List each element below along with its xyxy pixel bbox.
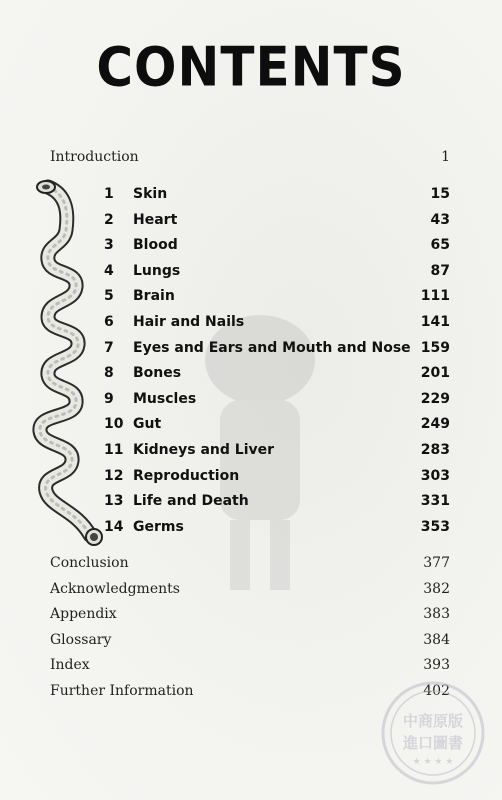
toc-front-item-label: Introduction [50, 149, 139, 165]
toc-back-item [50, 654, 450, 676]
toc-back-item-label: Index [50, 657, 90, 673]
toc-chapter-item [104, 516, 450, 538]
toc-chapter-item [104, 388, 450, 410]
toc-back-item [50, 578, 450, 600]
toc-chapter-item-num: 10 [104, 416, 124, 433]
toc-chapter-item-label: Lungs [133, 262, 181, 279]
toc-chapter-item-label: Heart [133, 211, 178, 228]
toc-back-item [50, 603, 450, 625]
toc-chapter-item [104, 285, 450, 307]
toc-chapter-item-num: 4 [104, 262, 114, 279]
toc-chapter-item-num: 12 [104, 467, 124, 484]
toc-chapter-item-page: 283 [420, 442, 450, 458]
toc-chapter-item-label: Muscles [133, 390, 197, 407]
toc-chapter-item-num: 13 [104, 493, 124, 510]
toc-chapter-item [104, 183, 450, 205]
toc-chapter-item-num: 7 [104, 339, 114, 356]
svg-text:進口圖書: 進口圖書 [402, 734, 464, 752]
seller-stamp [378, 678, 488, 788]
toc-chapter-item-page: 249 [420, 416, 450, 433]
toc-chapter-item-num: 5 [104, 288, 114, 305]
toc-back-item-label: Glossary [50, 631, 112, 648]
toc-chapter-item-num: 11 [104, 442, 124, 458]
toc-back-item-label: Further Information [50, 682, 194, 699]
toc-back-item-page: 382 [423, 580, 450, 597]
toc-chapter-item-page: 303 [420, 467, 450, 484]
toc-chapter-item-label: Germs [133, 518, 184, 535]
toc-chapter-item-label: Eyes and Ears and Mouth and Nose [133, 339, 411, 356]
svg-text:中商原版: 中商原版 [402, 712, 464, 730]
toc-back-item-page: 402 [423, 682, 450, 699]
toc-chapter-item-page: 331 [420, 493, 450, 510]
toc-chapter-item-num: 1 [104, 186, 114, 202]
toc-chapter-item [104, 490, 450, 512]
toc-back-item-page: 377 [423, 555, 450, 571]
toc-chapter-item-label: Reproduction [133, 467, 240, 484]
toc-front-item-page: 1 [441, 149, 450, 165]
toc-chapter-item-page: 201 [420, 365, 450, 382]
svg-text:★ ★ ★ ★: ★ ★ ★ ★ [412, 757, 454, 767]
toc-chapter-item-label: Blood [133, 237, 178, 254]
toc-chapter-item [104, 260, 450, 282]
toc-back-item-label: Acknowledgments [50, 580, 180, 597]
toc-chapter-item [104, 337, 450, 359]
toc-chapter-item-page: 87 [430, 262, 450, 279]
page-title: CONTENTS [96, 35, 406, 99]
toc-chapter-item-num: 2 [104, 211, 114, 228]
toc-chapter-item [104, 439, 450, 461]
toc-chapter-item [104, 311, 450, 333]
toc-chapter-item-page: 65 [430, 237, 450, 254]
toc-front-item [50, 146, 450, 168]
toc-chapter-item [104, 234, 450, 256]
toc-chapter-item-label: Bones [133, 365, 182, 382]
toc-chapter-item-page: 141 [420, 314, 450, 330]
toc-chapter-item-page: 159 [420, 339, 450, 356]
toc-chapter-item-label: Hair and Nails [133, 314, 245, 330]
toc-back-item-label: Appendix [50, 606, 117, 622]
toc-chapter-item-num: 3 [104, 237, 114, 254]
toc-chapter-item-label: Kidneys and Liver [133, 442, 275, 458]
toc-chapter-item-label: Gut [133, 416, 162, 433]
toc-back-item [50, 629, 450, 651]
toc-back-item-page: 384 [423, 631, 450, 648]
toc-chapter-item-num: 14 [104, 518, 124, 535]
toc-chapter-item [104, 362, 450, 384]
toc-chapter-item-page: 229 [420, 390, 450, 407]
toc-chapter-item [104, 413, 450, 435]
toc-chapter-item-num: 9 [104, 390, 114, 407]
toc-chapter-item [104, 465, 450, 487]
toc-chapter-item [104, 209, 450, 231]
toc-back-item-page: 393 [423, 657, 450, 673]
toc-chapter-item-label: Brain [133, 288, 175, 305]
toc-chapter-item-page: 111 [420, 288, 450, 305]
toc-chapter-item-page: 43 [430, 211, 450, 228]
toc-chapter-item-label: Skin [133, 186, 168, 202]
toc-chapter-item-label: Life and Death [133, 493, 249, 510]
toc-back-item [50, 552, 450, 574]
toc-chapter-item-num: 6 [104, 314, 114, 330]
toc-chapter-item-page: 353 [420, 518, 450, 535]
toc-chapter-item-page: 15 [430, 186, 450, 202]
toc-chapter-item-num: 8 [104, 365, 114, 382]
toc-back-item-label: Conclusion [50, 555, 129, 571]
toc-back-item-page: 383 [423, 606, 450, 622]
